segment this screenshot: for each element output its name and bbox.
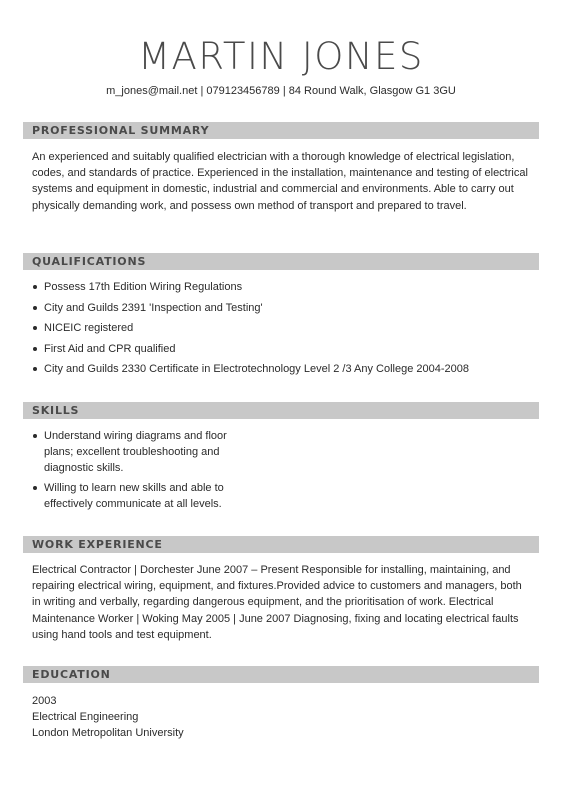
section-header-experience [23, 536, 539, 553]
section-title: PROFESSIONAL SUMMARY [32, 124, 210, 137]
list-item: Understand wiring diagrams and floor plans; excellent troubleshooting and diagnostic skills. [32, 428, 254, 476]
section-header-summary [23, 122, 539, 139]
section-title: SKILLS [32, 404, 80, 417]
list-item: Willing to learn new skills and able to effectively communicate at all levels. [32, 480, 254, 512]
skills-list [32, 428, 254, 516]
list-item: First Aid and CPR qualified [32, 341, 542, 357]
list-item: City and Guilds 2391 'Inspection and Testing' [32, 300, 542, 316]
education-institution: London Metropolitan University [32, 727, 184, 739]
section-header-qualifications [23, 253, 539, 270]
contact-line: m_jones@mail.net | 079123456789 | 84 Round Walk, Glasgow G1 3GU [106, 85, 456, 97]
section-header-education [23, 666, 539, 683]
summary-text: An experienced and suitably qualified electrician with a thorough knowledge of electrical legislation, codes, and standards of practice. Experienced in the installation, maintenance and testing of electrical systems and equipment in domestic, industrial and commercial and environments. Able to carry out physically demanding work, and possess own method of transport and prepared to travel. [32, 151, 528, 212]
section-header-skills [23, 402, 539, 419]
list-item: Possess 17th Edition Wiring Regulations [32, 279, 542, 295]
candidate-name: MARTIN JONES [138, 35, 424, 78]
list-item: NICEIC registered [32, 320, 542, 336]
education-block [32, 693, 432, 741]
section-title: QUALIFICATIONS [32, 255, 147, 268]
section-title: EDUCATION [32, 668, 111, 681]
education-year: 2003 [32, 695, 57, 707]
qualifications-list [32, 279, 542, 382]
section-title: WORK EXPERIENCE [32, 538, 163, 551]
experience-text: Electrical Contractor | Dorchester June 2007 – Present Responsible for installing, maintaining, and repairing electrical wiring, equipment, and fixtures.Provided advice to customers and managers, both in writing and verbally, regarding dangerous equipment, and the prioritisation of work. Electrical Maintenance Worker | Woking May 2005 | June 2007 Diagnosing, fixing and locating electrical faults using hand tools and test equipment. [32, 564, 522, 641]
list-item: City and Guilds 2330 Certificate in Electrotechnology Level 2 /3 Any College 2004-2008 [32, 361, 542, 377]
education-subject: Electrical Engineering [32, 711, 139, 723]
